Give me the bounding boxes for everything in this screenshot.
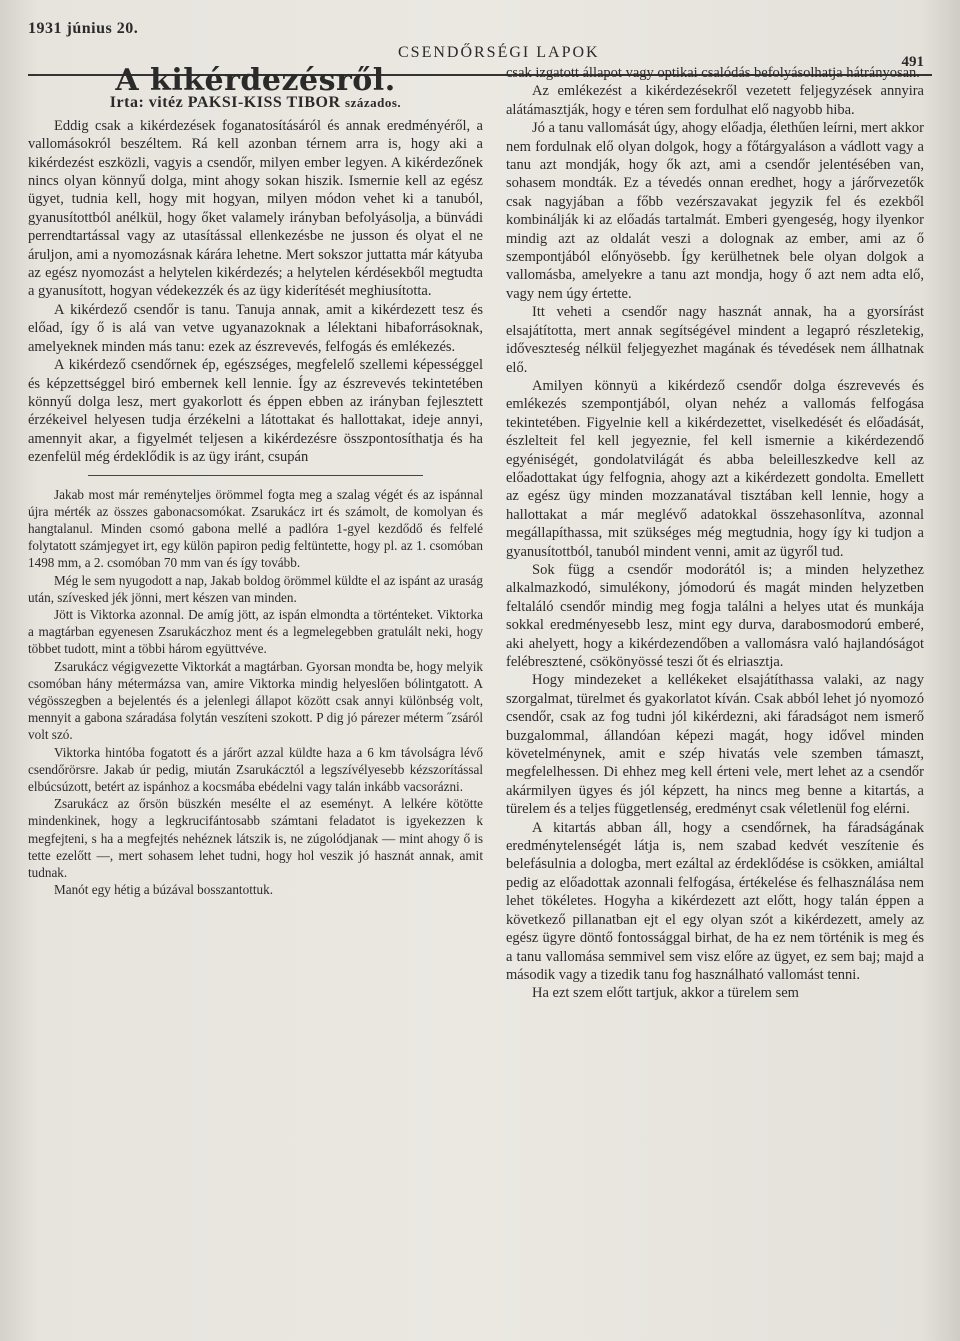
section-divider (88, 475, 423, 476)
article-paragraph: Hogy mindezeket a kellékeket elsajátíthassa valaki, az nagy szorgalmat, türelmet és gyakorlatot kíván. Csak abból lehet jó nyomozó csendőr, csak az fog tudni jól kikérdezni, aki fáradságot nem ismerő buzgalommal, állandóan képezi magát, hogy idővel minden követelménynek, amit e szép hivatás vele szemben támaszt, megfelelhessen. Di ehhez meg kell érteni vele, mert lehet az a csendőr akármilyen ügyes és jól képzett, ha nincs meg benne a kitartás, a türelem és a teljes függetlenség, eredményt csak véletlenül fog elérni. (506, 672, 924, 818)
story-paragraph: Zsarukácz végigvezette Viktorkát a magtárban. Gyorsan mondta be, hogy melyik csomóban hány métermázsa van, amire Viktorka mindig helyeslően bólintgatott. A végösszegben a bejelentés és a jelenlegi állapot között csak annyi különbség volt, mennyit a gabona száradása folytán veszíteni szokott. P dig jó párezer méterm ˝zsáról volt szó. (28, 658, 483, 743)
article-paragraph: Amilyen könnyü a kikérdező csendőr dolga észrevevés és emlékezés szempontjából, olyan nehéz a vallomás felfogása tekintetében. Figyelnie kell a kikérdezettet, viselkedését és előadását, észlelteit fel kell jegyeznie, fel kell ismernie a kikérdezendő egyéniségét, gondolatvilágát és abba beleilleszkedve kell az előadottakat úgy felfognia, ahogy azt a kikérdezett gondolta. Emellett az egész ügy minden mozzanatával tisztában kell lennie, hogy a hallottakat a már meglévő adatokkal összehasonlítva, azonnal megállapíthassa, mit szükséges még megtudnia, hogy így ki tudjon a gyanusítottból, tanuból mindent venni, amit az ügyről tud. (506, 377, 924, 560)
story-paragraph: Zsarukácz az őrsön büszkén mesélte el az eseményt. A lelkére kötötte mindenkinek, hogy a legkrucifántosabb számtani feladatot is igyekezzen k megfejteni, s ha a megfejtés nehéznek látszik is, ne zúgolódjanak — mint ahogy ő is tette ezelőtt —, mert sohasem lehet tudni, hogy hol veszik jó hasznát annak, amit tudnak. (28, 796, 483, 880)
article-paragraph: A kikérdező csendőr is tanu. Tanuja annak, amit a kikérdezett tesz és előad, így ő is alá van vetve ugyanazoknak a lélektani hibaforrásoknak, amelyeknek minden más tanu: ezek az észrevevés, felfogás és emlékezés. (28, 301, 483, 355)
author-name: vitéz PAKSI-KISS TIBOR (148, 94, 341, 112)
story-paragraph: Jött is Viktorka azonnal. De amíg jött, az ispán elmondta a történteket. Viktorka a magtárban egyenesen Zsarukáczhoz ment és a legmelegebben gratulált neki, hogy többet tudott, mint a többi három együttvéve. (28, 606, 483, 657)
article-paragraph: A kitartás abban áll, hogy a csendőrnek, ha fáradságának eredménytelenségét látja is, nem szabad kedvét veszítenie és belefásulnia a dologba, mert ezáltal az érdeklődése is csökken, amiáltal pedig az előadottak azonnali felfogása, értékelése és felhasználása nem lehet tökéletes. Hogyha a kikérdezett azt előtt, hogy talán éppen a következő pillanatban ejt el egy olyan szót a kikérdezett, amely az egész ügyre döntő fontossággal birhat, de ha ez nem történik is meg és a tanu vallomása semmivel sem visz előre az ügyet, ez sem baj; majd a második vagy a tizedik tanu fog használható vallomást tenni. (506, 819, 924, 983)
article-paragraph: Itt veheti a csendőr nagy hasznát annak, ha a gyorsírást elsajátította, mert annak segítségével mindent a legapró részletekig, időveszteség nélkül feljegyezhet magának és tévedések nem állhatnak elő. (506, 304, 924, 376)
article-paragraph: Sok függ a csendőr modorától is; a minden helyzethez alkalmazkodó, simulékony, jómodorú és magát minden helyzetben feltaláló csendőr mindig meg fogja találni a helyes utat és munkája sokkal eredményesebb lesz, mint egy durva, darabosmodorú emberé, aki ahelyett, hogy a kikérdezendőben a vallomásra való hajlandóságot felébresztené, csökönyössé teszi őt és elriasztja. (506, 561, 924, 670)
page-number: 491 (901, 54, 924, 70)
article-paragraph: Ha ezt szem előtt tartjuk, akkor a türelem sem (532, 985, 799, 1002)
publication-name: CSENDŐRSÉGI LAPOK (398, 44, 600, 61)
story-paragraph: Jakab most már reményteljes örömmel fogta meg a szalag végét és az ispánnal újra mérték az összes gabonacsomókat. Zsarukácz irt és számolt, de komolyan és hangtalanul. Minden csomó gabona mellé a padlóra 1-gyel kezdődő és felfelé folytatott számjegyet irt, egy külön papiron pedig feltüntette, hogy pl. az 1. csomóban 1498 mm, a 2. csomóban 70 mm van és így tovább. (28, 486, 483, 571)
byline-prefix: Irta: (109, 94, 145, 112)
story-continuation (28, 486, 483, 899)
article-paragraph: csak izgatott állapot vagy optikai csalódás befolyásolhatja hátrányosan. (506, 65, 920, 81)
page-header (28, 14, 932, 70)
article-paragraph: Az emlékezést a kikérdezésekről vezetett feljegyzések annyira alátámasztják, hogy e téren sem fordulhat elő nagyobb hiba. (506, 83, 924, 118)
article-paragraph: A kikérdező csendőrnek ép, egészséges, megfelelő szellemi képességgel és képzettséggel biró embernek kell lennie. Így az észrevevés tekintetében könnyű dolga lesz, mert gyakorlott és éppen ebben az irányban fejlesztett érzékeivel helyesen tudja érzékelni a látottakat és hallottakat, ideje annyi, amennyit akar, a figyelmét teljesen a kikérdezésre összpontosíthatja és ha ezenfelül még érdeklődik is az ügy iránt, csupán (28, 357, 483, 466)
story-paragraph: Viktorka hintóba fogatott és a járőrt azzal küldte haza a 6 km távolságra lévő csendőrörsre. Jakab úr pedig, miután Zsarukácztól a legszívélyesebb kézszorítással elbúcsúzott, betért az ispánhoz a kocsmába ebédelni vagy talán inkább vacsorázni. (28, 744, 483, 794)
article-paragraph: Eddig csak a kikérdezések foganatosításáról és annak eredményéről, a vallomásokról beszéltem. Rá kell azonban térnem arra is, hogy aki a kikérdezést eszközli, vagyis a csendőr, milyen ember legyen. A kikérdezőnek nincs olyan könnyű dolga, mint ahogy sokan hiszik. Ismernie kell az egész ügyet, tudnia kell, hogy mit hogyan, milyen módon vehet ki a tanuból, gyanusítottból anélkül, hogy őket valamely irányban befolyásolja, a bünvádi perrendtartással vagy az utasítással ellenkezésbe ne jusson és olyat el ne áruljon, ami a nyomozásnak kárára lehetne. Mert sokszor juttatta már kátyuba az egész nyomozást a helytelen kikérdezés; a helytelen kérdésekből megtudta a gyanusított, hogyan védekezzék és az ügy kiderítését meghiusította. (28, 117, 483, 300)
issue-date: 1931 június 20. (28, 20, 139, 37)
article-title: A kikérdezésről. (115, 63, 396, 98)
right-column (506, 64, 924, 1003)
article-byline (28, 94, 483, 112)
left-column (28, 64, 483, 898)
story-paragraph: Manót egy hétig a búzával bosszantottuk. (54, 882, 274, 898)
story-paragraph: Még le sem nyugodott a nap, Jakab boldog örömmel küldte el az ispánt az uraság után, szívesked jék jönni, mert készen van minden. (28, 572, 483, 605)
article-paragraph: Jó a tanu vallomását úgy, ahogy előadja, élethűen leírni, mert akkor nem fordulnak elő olyan dolgok, hogy a főtárgyaláson a vádlott vagy a tanu azt mondják, hogy ők azt, ami a csendőr jelentésében van, sohasem mondták. Ez a tévedés onnan eredhet, hogy a járőrvezetők csak nagyjában a főbb vezérszavakat jegyzik fel és ezekből kombinálják ki az előadás tartalmát. Emberi gyengeség, hogy ilyenkor mindig azt az oldalát veszi a dolognak az ember, ami az ő szempontjából előnyösebb. Így kerülhetnek bele olyan dolgok a vallomásba, amelyekre a tanu azt mondja, hogy ő azt nem adta elő, vagy nem úgy értette. (506, 120, 924, 302)
author-rank: százados. (345, 95, 402, 111)
